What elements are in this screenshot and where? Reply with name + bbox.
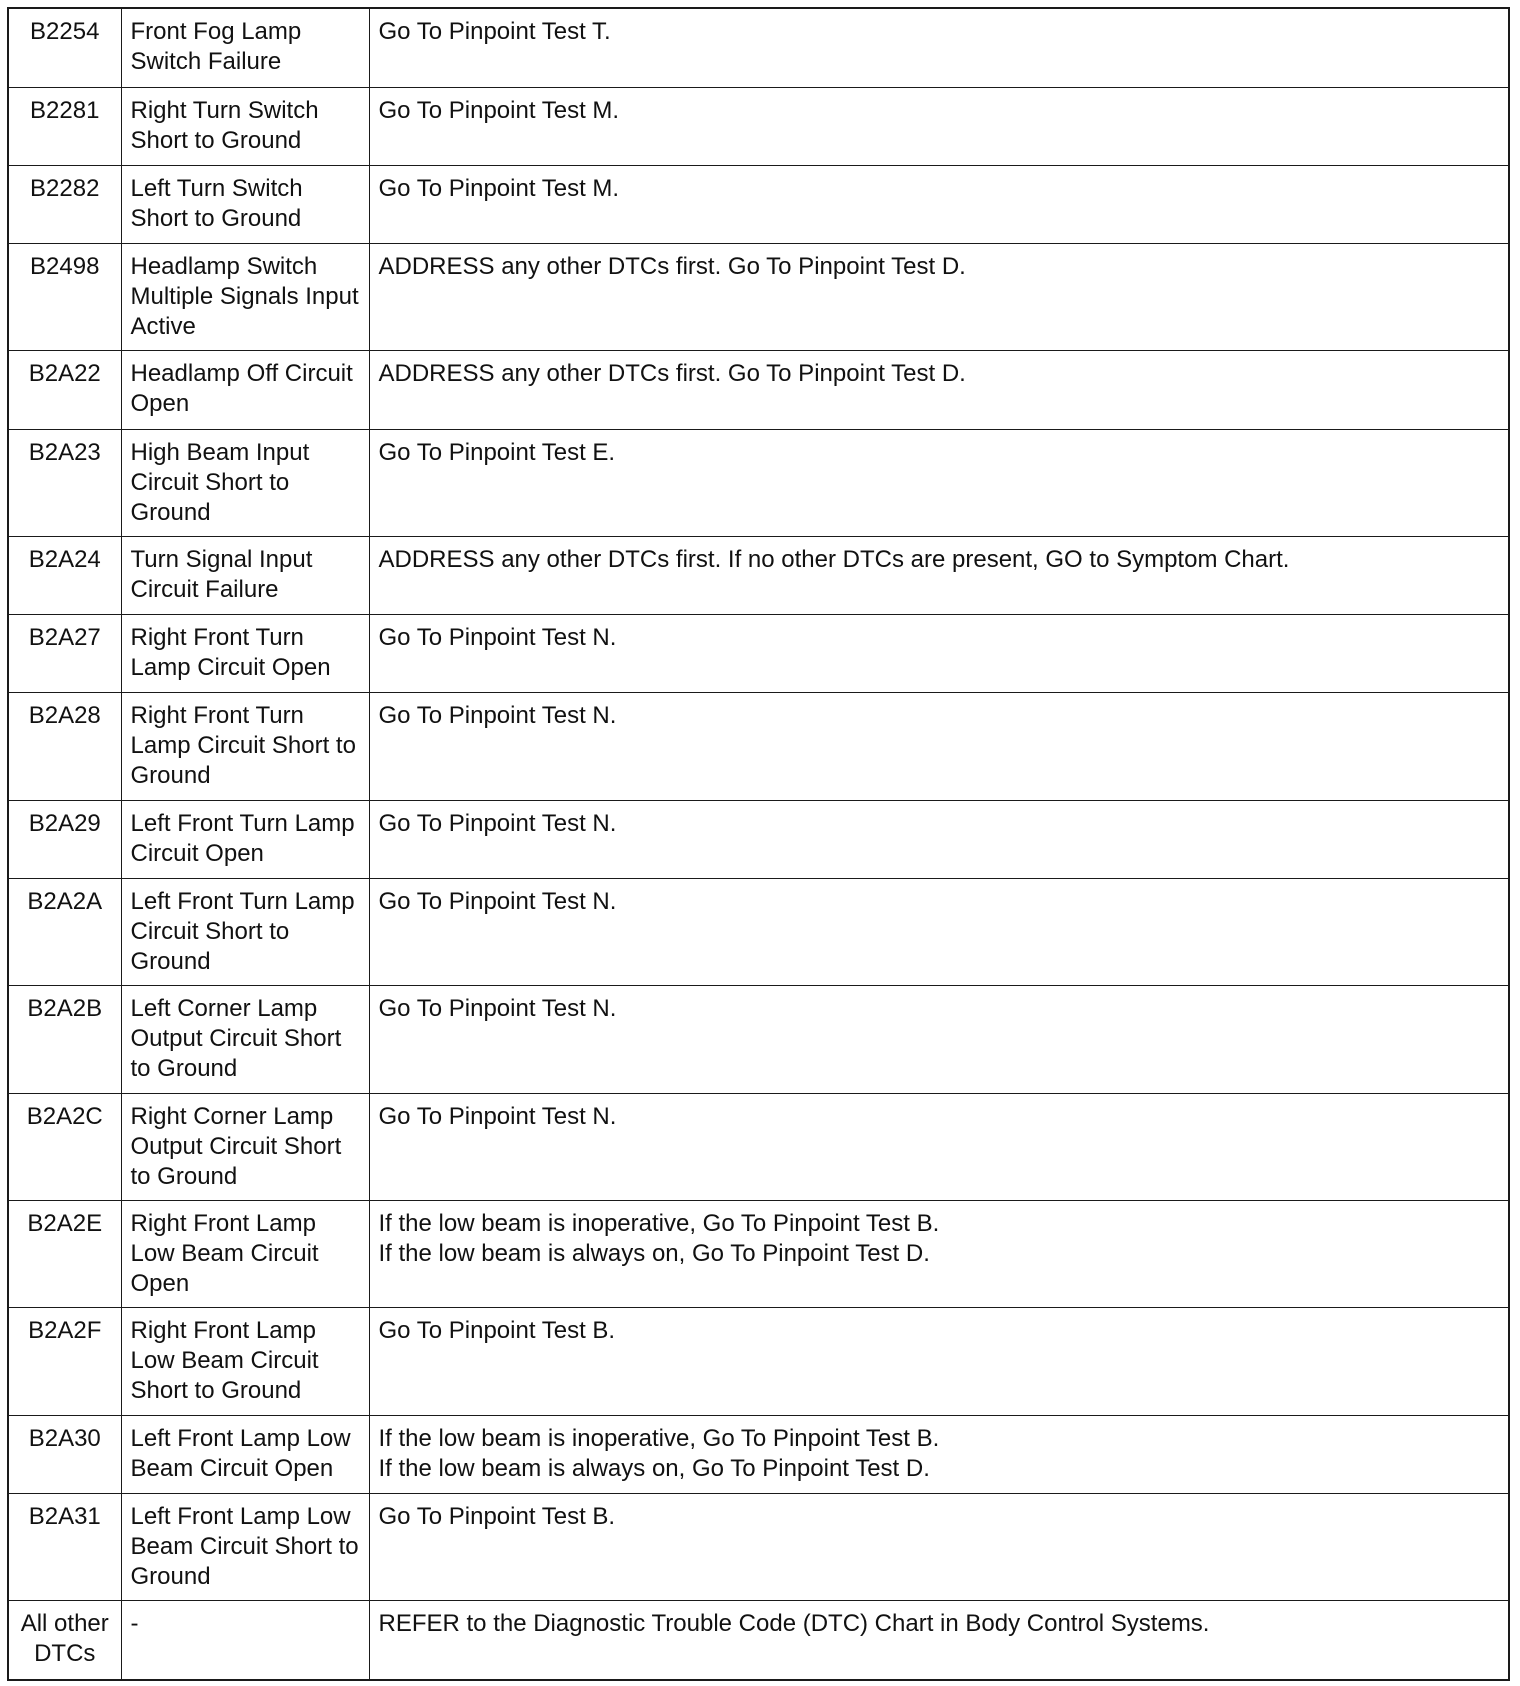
- dtc-action: [369, 1415, 1508, 1493]
- dtc-code: B2254: [9, 9, 121, 87]
- dtc-action: [369, 244, 1508, 351]
- dtc-action: [369, 1308, 1508, 1415]
- table-row: [9, 165, 1508, 243]
- dtc-table-frame: [7, 7, 1510, 1681]
- dtc-action: [369, 9, 1508, 87]
- table-row: [9, 87, 1508, 165]
- dtc-action: [369, 1093, 1508, 1200]
- dtc-code: B2A24: [9, 537, 121, 615]
- dtc-code: B2281: [9, 87, 121, 165]
- table-row: [9, 878, 1508, 985]
- dtc-action: [369, 878, 1508, 985]
- action-line: Go To Pinpoint Test M.: [378, 174, 620, 202]
- table-row: [9, 693, 1508, 800]
- dtc-action: [369, 615, 1508, 693]
- action-line: Go To Pinpoint Test N.: [378, 809, 617, 837]
- table-row: [9, 351, 1508, 429]
- table-row: [9, 986, 1508, 1093]
- table-row: [9, 1093, 1508, 1200]
- action-line: ADDRESS any other DTCs first. Go To Pinpoint Test D.: [378, 360, 966, 388]
- dtc-code: B2A2C: [9, 1093, 121, 1200]
- dtc-description: Right Front Turn Lamp Circuit Short to Ground: [121, 693, 369, 800]
- table-row: [9, 800, 1508, 878]
- dtc-description: Right Turn Switch Short to Ground: [121, 87, 369, 165]
- dtc-description: Right Front Turn Lamp Circuit Open: [121, 615, 369, 693]
- action-line: Go To Pinpoint Test N.: [378, 624, 617, 652]
- table-row: [9, 615, 1508, 693]
- dtc-description: Left Front Lamp Low Beam Circuit Short to Ground: [121, 1493, 369, 1600]
- dtc-code: B2A2A: [9, 878, 121, 985]
- dtc-description: -: [121, 1601, 369, 1679]
- dtc-action: [369, 1493, 1508, 1600]
- action-line: If the low beam is inoperative, Go To Pinpoint Test B.: [378, 1209, 940, 1237]
- table-row: [9, 429, 1508, 536]
- table-row: [9, 1601, 1508, 1679]
- dtc-description: High Beam Input Circuit Short to Ground: [121, 429, 369, 536]
- table-row: [9, 1493, 1508, 1600]
- dtc-code: B2A29: [9, 800, 121, 878]
- dtc-description: Turn Signal Input Circuit Failure: [121, 537, 369, 615]
- action-line: Go To Pinpoint Test B.: [378, 1502, 616, 1530]
- dtc-action: [369, 537, 1508, 615]
- dtc-description: Headlamp Off Circuit Open: [121, 351, 369, 429]
- dtc-action: [369, 351, 1508, 429]
- action-line: If the low beam is always on, Go To Pinpoint Test D.: [378, 1239, 930, 1267]
- dtc-action: [369, 429, 1508, 536]
- dtc-code: B2A2F: [9, 1308, 121, 1415]
- dtc-table-body: [9, 9, 1508, 1679]
- action-line: Go To Pinpoint Test M.: [378, 96, 620, 124]
- dtc-action: [369, 800, 1508, 878]
- dtc-description: Left Turn Switch Short to Ground: [121, 165, 369, 243]
- dtc-code: B2A2E: [9, 1200, 121, 1307]
- dtc-action: [369, 986, 1508, 1093]
- dtc-code: B2A28: [9, 693, 121, 800]
- dtc-description: Left Front Turn Lamp Circuit Open: [121, 800, 369, 878]
- table-row: [9, 9, 1508, 87]
- action-line: Go To Pinpoint Test N.: [378, 702, 617, 730]
- dtc-description: Left Corner Lamp Output Circuit Short to Ground: [121, 986, 369, 1093]
- action-line: Go To Pinpoint Test N.: [378, 1102, 617, 1130]
- dtc-action: [369, 165, 1508, 243]
- action-line: If the low beam is inoperative, Go To Pinpoint Test B.: [378, 1424, 940, 1452]
- dtc-code: B2A30: [9, 1415, 121, 1493]
- dtc-code: B2282: [9, 165, 121, 243]
- dtc-action: [369, 87, 1508, 165]
- dtc-action: [369, 693, 1508, 800]
- dtc-code: B2498: [9, 244, 121, 351]
- dtc-code: B2A27: [9, 615, 121, 693]
- dtc-code: B2A22: [9, 351, 121, 429]
- dtc-description: Right Corner Lamp Output Circuit Short to Ground: [121, 1093, 369, 1200]
- dtc-action: [369, 1200, 1508, 1307]
- dtc-description: Left Front Turn Lamp Circuit Short to Ground: [121, 878, 369, 985]
- dtc-description: Front Fog Lamp Switch Failure: [121, 9, 369, 87]
- dtc-action: [369, 1601, 1508, 1679]
- dtc-description: Left Front Lamp Low Beam Circuit Open: [121, 1415, 369, 1493]
- dtc-description: Right Front Lamp Low Beam Circuit Open: [121, 1200, 369, 1307]
- action-line: Go To Pinpoint Test B.: [378, 1317, 616, 1345]
- table-row: [9, 1308, 1508, 1415]
- action-line: If the low beam is always on, Go To Pinpoint Test D.: [378, 1454, 930, 1482]
- table-row: [9, 537, 1508, 615]
- dtc-code: B2A23: [9, 429, 121, 536]
- action-line: Go To Pinpoint Test N.: [378, 995, 617, 1023]
- action-line: Go To Pinpoint Test N.: [378, 887, 617, 915]
- table-row: [9, 1200, 1508, 1307]
- dtc-code: B2A2B: [9, 986, 121, 1093]
- table-row: [9, 1415, 1508, 1493]
- action-line: ADDRESS any other DTCs first. If no other DTCs are present, GO to Symptom Chart.: [378, 546, 1290, 573]
- action-line: Go To Pinpoint Test E.: [378, 438, 616, 466]
- dtc-description: Right Front Lamp Low Beam Circuit Short to Ground: [121, 1308, 369, 1415]
- action-line: ADDRESS any other DTCs first. Go To Pinpoint Test D.: [378, 253, 966, 281]
- dtc-table: [9, 9, 1508, 1679]
- dtc-description: Headlamp Switch Multiple Signals Input Active: [121, 244, 369, 351]
- action-line: REFER to the Diagnostic Trouble Code (DTC) Chart in Body Control Systems.: [378, 1610, 1210, 1638]
- table-row: [9, 244, 1508, 351]
- dtc-code: All other DTCs: [9, 1601, 121, 1679]
- dtc-code: B2A31: [9, 1493, 121, 1600]
- action-line: Go To Pinpoint Test T.: [378, 18, 611, 45]
